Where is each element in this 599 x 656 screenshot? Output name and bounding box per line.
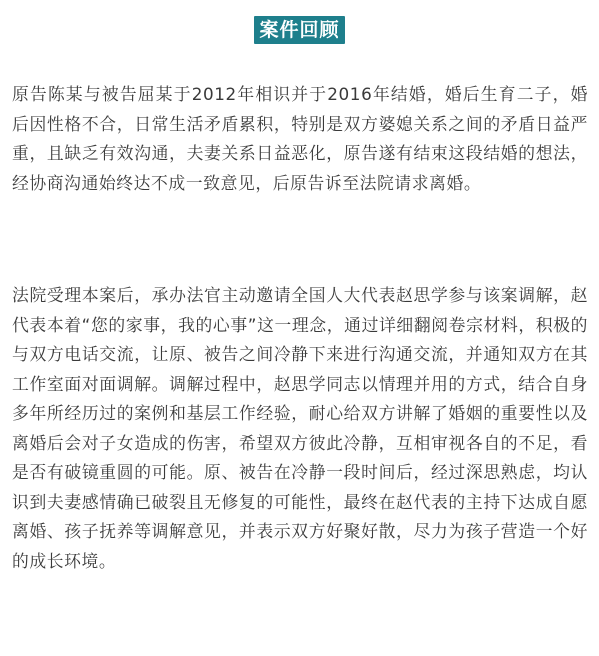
section-header [0,16,599,44]
body-paragraph-2: 法院受理本案后，承办法官主动邀请全国人大代表赵思学参与该案调解，赵代表本着“您的家事，我的心事”这一理念，通过详细翻阅卷宗材料，积极的与双方电话交流，让原、被告之间冷静下来进行沟通交流，并通知双方在其工作室面对面调解。调解过程中，赵思学同志以情理并用的方式，结合自身多年所经历过的案例和基层工作经验，耐心给双方讲解了婚姻的重要性以及离婚后会对子女造成的伤害，希望双方彼此冷静，互相审视各自的不足，看是否有破镜重圆的可能。原、被告在冷静一段时间后，经过深思熟虑，均认识到夫妻感情确已破裂且无修复的可能性，最终在赵代表的主持下达成自愿离婚、孩子抚养等调解意见，并表示双方好聚好散，尽力为孩子营造一个好的成长环境。 [12,285,588,571]
section-title: 案件回顾 [254,16,344,44]
body-paragraph-1: 原告陈某与被告屈某于2012年相识并于2016年结婚，婚后生育二子，婚后因性格不合，日常生活矛盾累积，特别是双方婆媳关系之间的矛盾日益严重，且缺乏有效沟通，夫妻关系日益恶化，原告遂有结束这段结婚的想法，经协商沟通始终达不成一致意见，后原告诉至法院请求离婚。 [12,84,588,193]
